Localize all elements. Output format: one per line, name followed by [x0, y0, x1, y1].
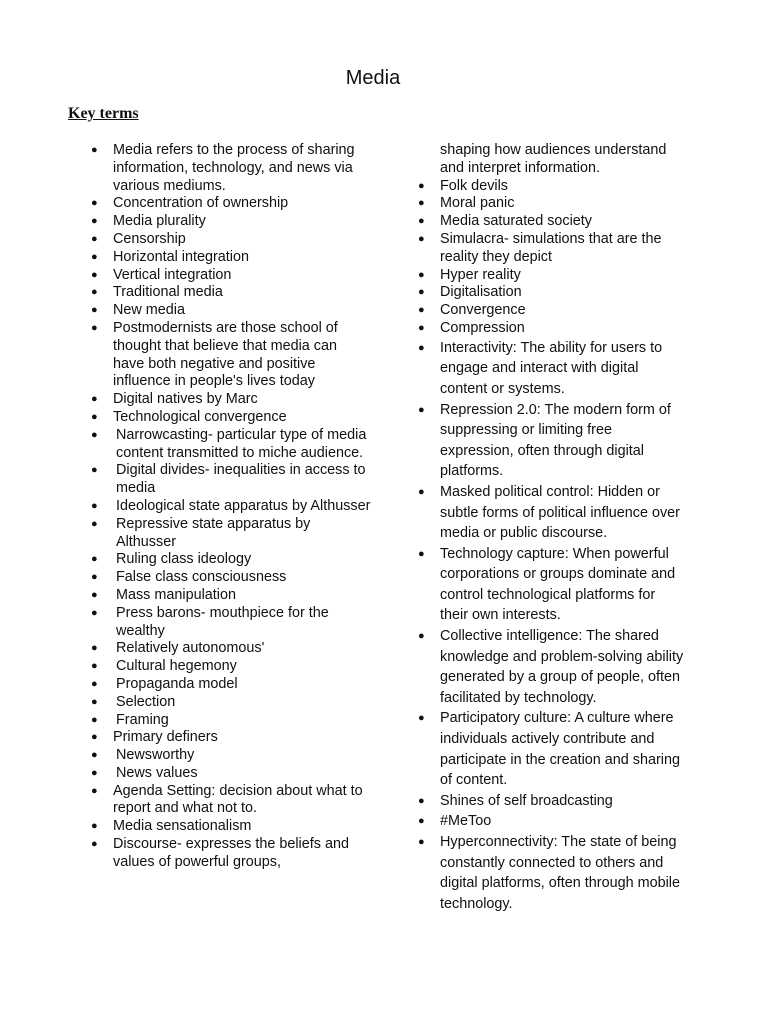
page-title: Media — [345, 67, 401, 89]
list-item-text: Agenda Setting: decision about what to report and what not to. — [113, 782, 363, 817]
key-terms-list-left — [91, 142, 371, 872]
list-item — [418, 320, 686, 338]
list-item-text: Shines of self broadcasting — [440, 792, 613, 809]
list-item-text: Media refers to the process of sharing information, technology, and news via various mediums. — [113, 142, 355, 194]
bullet-icon: ● — [91, 571, 98, 584]
bullet-icon: ● — [91, 588, 98, 601]
list-item-text: Media sensationalism — [113, 818, 252, 835]
list-item-text: Moral panic — [440, 195, 515, 212]
list-item — [418, 284, 686, 302]
bullet-icon: ● — [418, 794, 425, 807]
bullet-icon: ● — [91, 695, 98, 708]
bullet-icon: ● — [418, 179, 425, 192]
bullet-icon: ● — [91, 268, 98, 281]
bullet-icon: ● — [91, 144, 98, 156]
list-item — [418, 626, 686, 708]
list-item-text: Propaganda model — [116, 675, 238, 692]
list-item — [418, 178, 686, 196]
list-item-text: #MeToo — [440, 813, 492, 830]
list-item — [91, 213, 371, 231]
list-item-text: Participatory culture: A culture where individuals actively contribute and participate in the creation and sharing of content. — [440, 710, 680, 789]
list-item — [91, 462, 371, 498]
bullet-icon: ● — [418, 836, 425, 849]
list-item-text: News values — [116, 764, 198, 781]
list-item — [91, 231, 371, 249]
list-item-text: Mass manipulation — [116, 586, 236, 603]
list-item — [91, 676, 371, 694]
bullet-icon: ● — [91, 393, 98, 406]
list-item-text: Framing — [116, 711, 169, 728]
bullet-icon: ● — [91, 517, 98, 530]
list-item-text: Repression 2.0: The modern form of suppressing or limiting free expression, often through digital platforms. — [440, 401, 671, 480]
list-item — [91, 284, 371, 302]
bullet-icon: ● — [418, 815, 425, 828]
list-item — [418, 482, 686, 544]
bullet-icon: ● — [91, 304, 98, 317]
list-item-text: Compression — [440, 319, 525, 336]
bullet-icon: ● — [91, 553, 98, 566]
list-item — [91, 320, 371, 391]
list-item — [418, 302, 686, 320]
bullet-icon: ● — [418, 304, 425, 317]
list-item — [91, 516, 371, 552]
list-item-text: Digital divides- inequalities in access to media — [116, 462, 366, 497]
list-item — [91, 409, 371, 427]
bullet-icon: ● — [91, 321, 98, 334]
bullet-icon: ● — [91, 660, 98, 673]
list-item — [91, 427, 371, 463]
bullet-icon: ● — [91, 838, 98, 851]
list-item — [91, 195, 371, 213]
bullet-icon: ● — [91, 749, 98, 762]
list-item-text: Ideological state apparatus by Althusser — [116, 497, 371, 514]
list-item — [91, 640, 371, 658]
list-item-text: Traditional media — [113, 284, 223, 301]
list-item-text: Digital natives by Marc — [113, 391, 258, 408]
list-item — [418, 195, 686, 213]
list-item — [91, 249, 371, 267]
list-item — [418, 338, 686, 400]
bullet-icon: ● — [418, 268, 425, 281]
bullet-icon: ● — [91, 642, 98, 655]
bullet-icon: ● — [418, 341, 425, 354]
list-item-text: Postmodernists are those school of thought that believe that media can have both negative and positive influence in people's lives today — [113, 319, 338, 390]
list-item — [91, 729, 371, 747]
list-item — [418, 832, 686, 914]
list-item-text: Simulacra- simulations that are the reality they depict — [440, 230, 662, 265]
list-item — [91, 551, 371, 569]
list-item — [418, 267, 686, 285]
list-item — [418, 213, 686, 231]
bullet-icon: ● — [91, 410, 98, 423]
bullet-icon: ● — [418, 321, 425, 334]
bullet-icon: ● — [418, 547, 425, 560]
list-item — [91, 302, 371, 320]
key-terms-list-right — [418, 142, 686, 914]
bullet-icon: ● — [91, 428, 98, 441]
list-item — [91, 712, 371, 730]
list-item-text: Collective intelligence: The shared knowledge and problem-solving ability generated by a group of people, often facilitated by technology. — [440, 628, 684, 706]
list-item — [91, 587, 371, 605]
bullet-icon: ● — [91, 464, 98, 477]
list-item-text: False class consciousness — [116, 569, 287, 586]
list-item-text: Censorship — [113, 230, 186, 247]
list-item — [418, 811, 686, 832]
list-item-text: Vertical integration — [113, 266, 232, 283]
list-item-text: Masked political control: Hidden or subtle forms of political influence over media or public discourse. — [440, 483, 680, 542]
list-item-text: Technological convergence — [113, 408, 287, 425]
list-item-text: Repressive state apparatus by Althusser — [116, 515, 311, 550]
list-item — [91, 836, 371, 872]
bullet-icon: ● — [91, 499, 98, 512]
list-item — [91, 747, 371, 765]
list-item — [91, 783, 371, 819]
bullet-icon: ● — [91, 677, 98, 690]
list-item — [91, 267, 371, 285]
list-item-text: Discourse- expresses the beliefs and values of powerful groups, — [113, 836, 349, 870]
list-item-text: Horizontal integration — [113, 248, 249, 265]
list-item-text: Media plurality — [113, 213, 206, 230]
list-item — [91, 765, 371, 783]
bullet-icon: ● — [418, 712, 425, 725]
list-item-text: Folk devils — [440, 177, 508, 194]
bullet-icon: ● — [91, 606, 98, 619]
list-item-text: Technology capture: When powerful corporations or groups dominate and control technological platforms for their own interests. — [440, 545, 676, 624]
bullet-icon: ● — [418, 630, 425, 643]
list-item-text: Digitalisation — [440, 284, 522, 301]
list-item-text: Selection — [116, 693, 176, 710]
bullet-icon: ● — [91, 286, 98, 299]
bullet-icon: ● — [91, 215, 98, 228]
list-item-text: Primary definers — [113, 729, 218, 746]
bullet-icon: ● — [418, 485, 425, 498]
list-item-text: Relatively autonomous' — [116, 640, 265, 657]
section-heading-key-terms: Key terms — [68, 105, 139, 122]
list-item — [91, 391, 371, 409]
list-item-text: New media — [113, 302, 185, 319]
continued-list-text: shaping how audiences understand and interpret information. — [440, 142, 667, 176]
list-item — [91, 694, 371, 712]
list-item-text: Cultural hegemony — [116, 658, 237, 675]
bullet-icon: ● — [418, 197, 425, 210]
list-item-text: Hyperconnectivity: The state of being constantly connected to others and digital platforms, often through mobile technology. — [440, 834, 680, 912]
list-item — [418, 400, 686, 482]
list-item-text: Hyper reality — [440, 266, 521, 283]
bullet-icon: ● — [91, 250, 98, 263]
list-item — [418, 231, 686, 267]
bullet-icon: ● — [91, 784, 98, 797]
list-item-text: Concentration of ownership — [113, 195, 289, 212]
bullet-icon: ● — [91, 232, 98, 245]
bullet-icon: ● — [418, 286, 425, 299]
bullet-icon: ● — [91, 713, 98, 726]
list-item-text: Press barons- mouthpiece for the wealthy — [116, 604, 329, 639]
bullet-icon: ● — [91, 766, 98, 779]
list-item — [418, 544, 686, 626]
list-item-text: Narrowcasting- particular type of media content transmitted to miche audience. — [116, 426, 367, 461]
list-item-text: Newsworthy — [116, 747, 195, 764]
bullet-icon: ● — [418, 215, 425, 228]
bullet-icon: ● — [91, 731, 98, 744]
list-item-text: Ruling class ideology — [116, 551, 252, 568]
bullet-icon: ● — [91, 820, 98, 833]
list-item — [91, 569, 371, 587]
bullet-icon: ● — [91, 197, 98, 210]
bullet-icon: ● — [418, 232, 425, 245]
list-item-text: Interactivity: The ability for users to engage and interact with digital content or systems. — [440, 339, 663, 397]
list-item-text: Media saturated society — [440, 213, 592, 230]
list-item — [91, 658, 371, 676]
list-item — [91, 605, 371, 641]
list-item — [91, 498, 371, 516]
list-item-text: Convergence — [440, 302, 526, 319]
list-item — [91, 818, 371, 836]
list-item — [418, 791, 686, 812]
list-item — [91, 142, 371, 195]
list-item — [418, 708, 686, 790]
bullet-icon: ● — [418, 403, 425, 416]
